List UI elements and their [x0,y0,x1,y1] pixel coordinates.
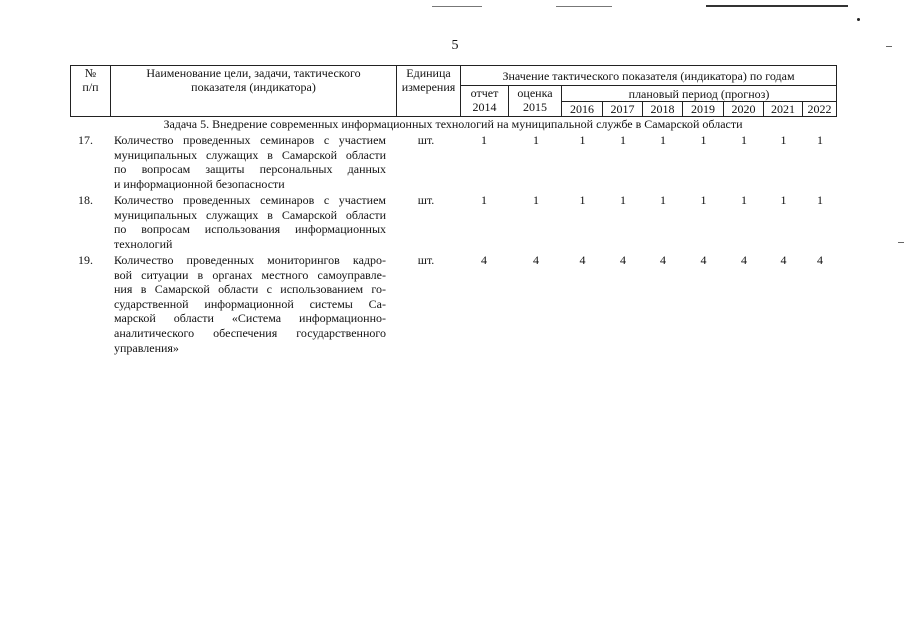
indicator-name-line: и информационной безопасности [114,176,285,191]
header-planned-period: плановый период (прогноз) [562,86,837,102]
header-name-cell [111,66,397,117]
indicator-name-line: Количество проведенных мониторингов кадро- [114,253,386,267]
indicator-name-line: по вопросам использования информационных [114,222,386,237]
value-2021: 4 [780,253,787,267]
header-year-2015: 2015 [523,100,547,114]
value-2021: 1 [780,133,787,147]
header-year-2016: 2016 [562,102,603,117]
value-2015: 4 [533,253,539,267]
header-estimate-label: оценка [517,86,553,100]
scan-mark [898,242,904,243]
header-report-label: отчет [470,86,499,100]
value-2018: 1 [660,193,666,207]
value-2019: 1 [700,133,707,147]
row-number: 19. [78,253,93,267]
header-year-2018: 2018 [643,102,683,117]
indicator-name-line: ния в Самарской области с использованием го- [114,282,386,297]
indicator-name-line: марской области «Система информационно- [114,311,386,326]
header-values-group: Значение тактического показателя (индикатора) по годам [461,66,837,86]
scan-mark [886,46,892,47]
value-2019: 4 [700,253,707,267]
value-2021: 1 [780,193,787,207]
header-year-2022: 2022 [803,102,837,117]
indicator-name-line: Количество проведенных семинаров с участием [114,133,386,147]
value-2018: 1 [660,133,666,147]
task-title: Задача 5. Внедрение современных информационных технологий на муниципальной службе в Самарской области [163,117,743,131]
scan-line [706,5,848,7]
scan-line [556,6,612,7]
indicator-name [114,253,386,355]
value-2022: 1 [817,193,823,207]
indicator-table-header [70,65,837,117]
value-2019: 1 [700,193,707,207]
value-2014: 4 [481,253,487,267]
value-2020: 4 [741,253,747,267]
indicator-name-line: по вопросам защиты персональных данных [114,162,386,177]
indicator-name-line: Количество проведенных семинаров с участием [114,193,386,207]
header-unit-label: Единица [406,66,451,80]
indicator-name-line: технологий [114,236,173,251]
indicator-name-line: сударственной информационной системы Са- [114,296,386,311]
value-2022: 1 [817,133,823,147]
header-year-2017: 2017 [603,102,643,117]
header-estimate-cell [509,86,562,117]
header-num-cell [71,66,111,117]
header-name-label: показателя (индикатора) [191,80,316,94]
value-2017: 1 [620,133,626,147]
value-2018: 4 [660,253,666,267]
indicator-name-line: муниципальных служащих в Самарской области [114,147,386,162]
value-2014: 1 [481,133,487,147]
indicator-name-line: муниципальных служащих в Самарской области [114,207,386,222]
value-2014: 1 [481,193,487,207]
value-2022: 4 [817,253,823,267]
unit-cell: шт. [417,133,435,147]
header-year-2014: 2014 [472,100,497,114]
indicator-name-line: вой ситуации в органах местного самоуправле- [114,267,386,282]
page-number: 5 [451,38,459,53]
value-2016: 4 [579,253,586,267]
header-year-2021: 2021 [764,102,803,117]
indicator-name-line: управления» [114,340,179,355]
indicator-name [114,193,386,251]
value-2015: 1 [533,193,539,207]
header-num-label: п/п [82,80,99,94]
indicator-name-line: аналитического обеспечения государственного [114,325,386,340]
unit-cell: шт. [417,253,435,267]
header-unit-label: измерения [401,80,456,94]
row-number: 18. [78,193,93,207]
scan-speck [857,18,860,21]
value-2016: 1 [579,133,586,147]
value-2017: 1 [620,193,626,207]
header-report-cell [461,86,509,117]
value-2016: 1 [579,193,586,207]
header-year-2019: 2019 [683,102,724,117]
value-2017: 4 [620,253,626,267]
header-year-2020: 2020 [724,102,764,117]
indicator-name [114,133,386,191]
unit-cell: шт. [417,193,435,207]
header-unit-cell [397,66,461,117]
row-number: 17. [78,133,93,147]
value-2020: 1 [741,133,747,147]
header-num-label: № [84,66,97,80]
value-2020: 1 [741,193,747,207]
scan-line [432,6,482,7]
value-2015: 1 [533,133,539,147]
header-name-label: Наименование цели, задачи, тактического [146,66,361,80]
